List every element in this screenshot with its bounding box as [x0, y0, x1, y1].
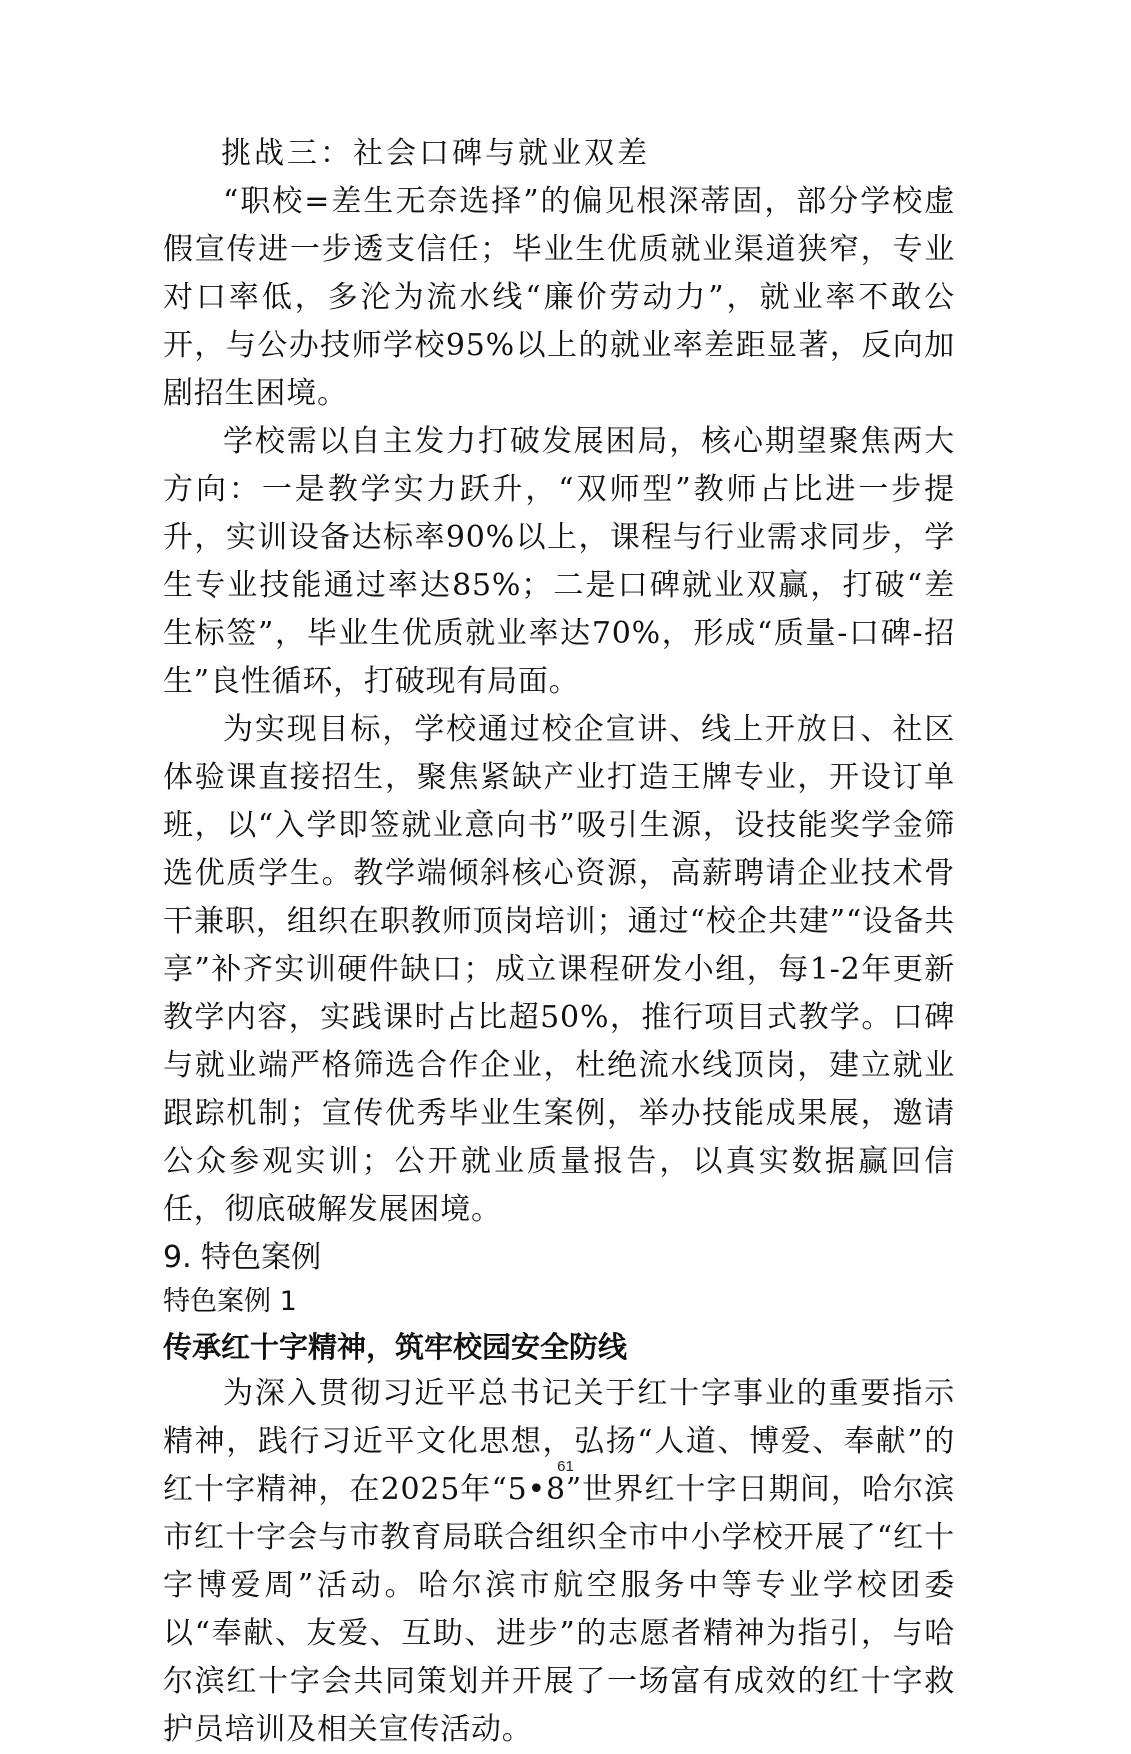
paragraph-red-cross: 为深入贯彻习近平总书记关于红十字事业的重要指示精神，践行习近平文化思想，弘扬“人道、博爱、奉献”的红十字精神，在2025年“5•8”世界红十字日期间，哈尔滨市红十字会与市教育局联合组织全市中小学校开展了“红十字博爱周”活动。哈尔滨市航空服务中等专业学校团委以“奉献、友爱、互助、进步”的志愿者精神为指引，与哈尔滨红十字会共同策划并开展了一场富有成效的红十字救护员培训及相关宣传活动。 [163, 1376, 955, 1747]
paragraph-measures: 为实现目标，学校通过校企宣讲、线上开放日、社区体验课直接招生，聚焦紧缺产业打造王牌专业，开设订单班，以“入学即签就业意向书”吸引生源，设技能奖学金筛选优质学生。教学端倾斜核心资源，高薪聘请企业技术骨干兼职，组织在职教师顶岗培训；通过“校企共建”“设备共享”补齐实训硬件缺口；成立课程研发小组，每1-2年更新教学内容，实践课时占比超50%，推行项目式教学。口碑与就业端严格筛选合作企业，杜绝流水线顶岗，建立就业跟踪机制；宣传优秀毕业生案例，举办技能成果展，邀请公众参观实训；公开就业质量报告，以真实数据赢回信任，彻底破解发展困境。 [163, 712, 955, 1227]
challenge-heading: 挑战三：社会口碑与就业双差 [221, 136, 650, 171]
page-number: 61 [557, 1458, 574, 1475]
case-label: 特色案例 1 [163, 1286, 297, 1317]
paragraph-prejudice: “职校=差生无奈选择”的偏见根深蒂固，部分学校虚假宣传进一步透支信任；毕业生优质就业渠道狭窄，专业对口率低，多沦为流水线“廉价劳动力”，就业率不敢公开，与公办技师学校95%以上的就业率差距显著，反向加剧招生困境。 [163, 184, 955, 411]
document-page [163, 130, 955, 1754]
paragraph-goals: 学校需以自主发力打破发展困局，核心期望聚焦两大方向：一是教学实力跃升，“双师型”教师占比进一步提升，实训设备达标率90%以上，课程与行业需求同步，学生专业技能通过率达85%；二是口碑就业双赢，打破“差生标签”，毕业生优质就业率达70%，形成“质量-口碑-招生”良性循环，打破现有局面。 [163, 424, 955, 699]
case-title: 传承红十字精神，筑牢校园安全防线 [163, 1330, 628, 1364]
section-heading: 9. 特色案例 [163, 1240, 322, 1275]
